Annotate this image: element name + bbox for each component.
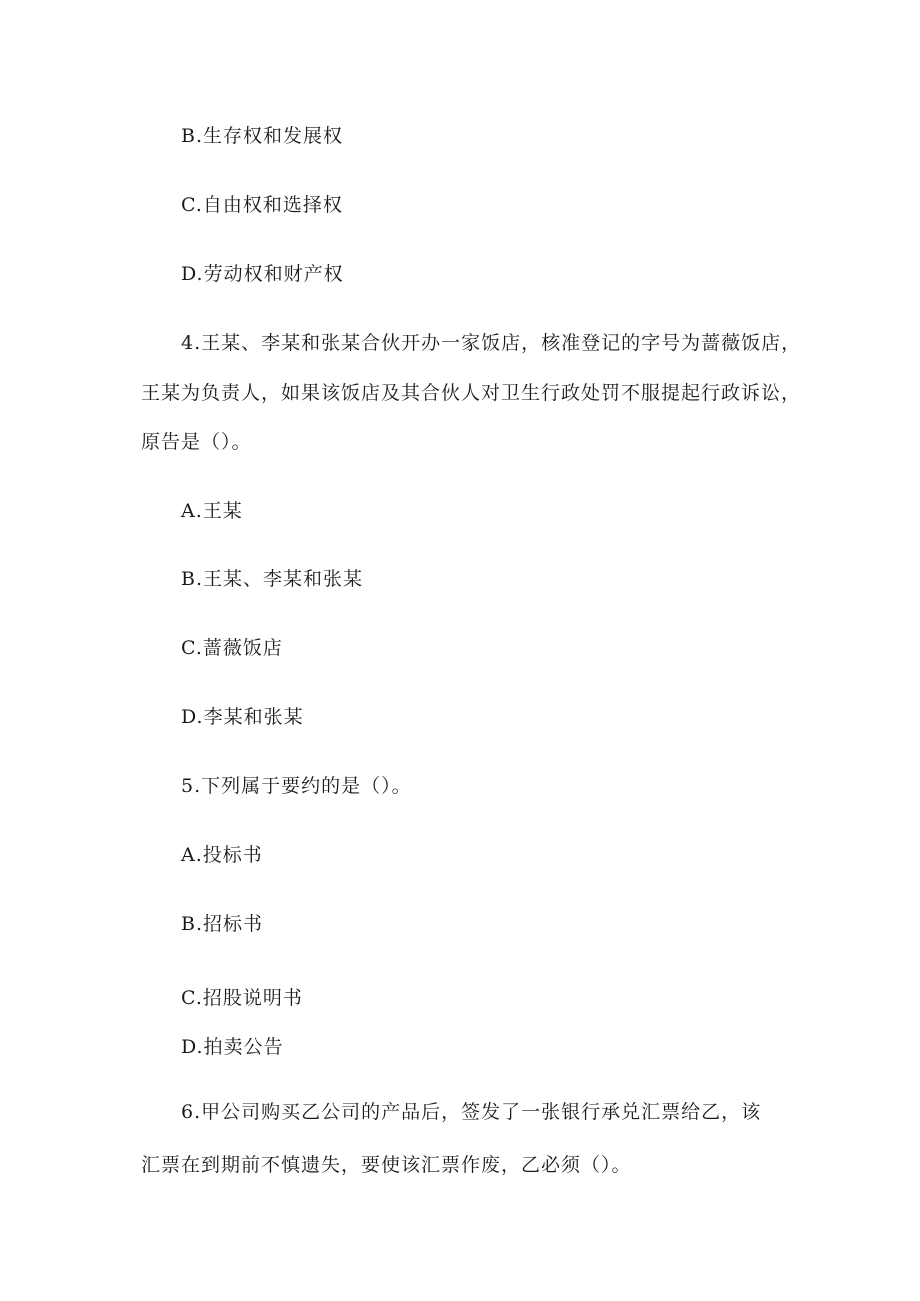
q3-option-c: C.自由权和选择权	[181, 194, 343, 216]
q4-stem-line-3: 原告是（）。	[141, 431, 252, 453]
q4-stem-line-2: 王某为负责人，如果该饭店及其合伙人对卫生行政处罚不服提起行政诉讼，	[141, 382, 802, 404]
q5-option-b: B.招标书	[181, 913, 264, 935]
q5-option-c: C.招股说明书	[181, 987, 303, 1009]
q4-option-b: B.王某、李某和张某	[181, 568, 364, 590]
q6-stem-line-1: 6.甲公司购买乙公司的产品后，签发了一张银行承兑汇票给乙，该	[181, 1101, 762, 1123]
q5-stem: 5.下列属于要约的是（）。	[181, 775, 412, 797]
q3-option-b: B.生存权和发展权	[181, 125, 344, 147]
q4-stem-line-1: 4.王某、李某和张某合伙开办一家饭店，核准登记的字号为蔷薇饭店，	[181, 332, 802, 354]
q5-option-a: A.投标书	[181, 844, 263, 866]
q4-option-c: C.蔷薇饭店	[181, 637, 283, 659]
q4-option-a: A.王某	[181, 500, 243, 522]
q6-stem-line-2: 汇票在到期前不慎遗失，要使该汇票作废，乙必须（）。	[141, 1154, 632, 1176]
q4-option-d: D.李某和张某	[181, 706, 304, 728]
q3-option-d: D.劳动权和财产权	[181, 263, 344, 285]
q5-option-d: D.拍卖公告	[181, 1036, 284, 1058]
